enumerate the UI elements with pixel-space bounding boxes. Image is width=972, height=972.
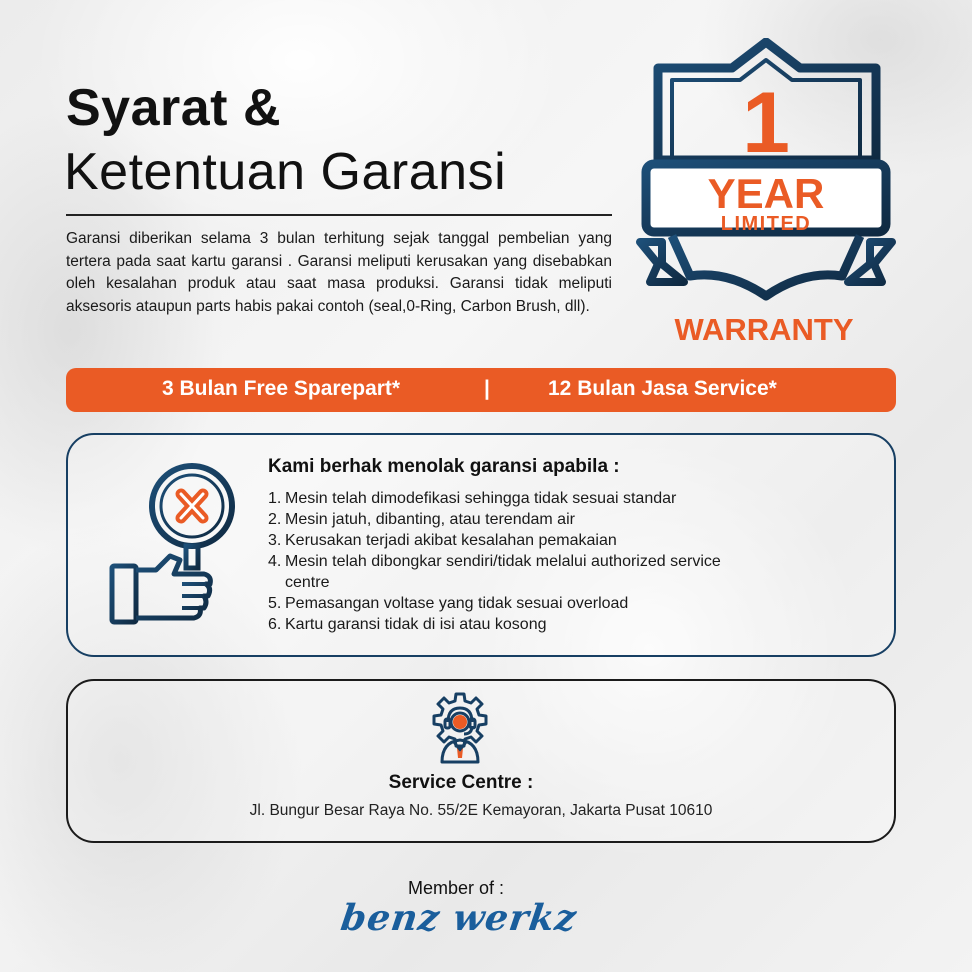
banner-separator: | bbox=[484, 377, 490, 400]
rejection-list bbox=[268, 488, 768, 635]
title-divider bbox=[66, 214, 612, 216]
list-item: 1. Mesin telah dimodefikasi sehingga tidak sesuai standar bbox=[268, 490, 677, 507]
page-title-line2: Ketentuan Garansi bbox=[64, 143, 507, 201]
badge-year: YEAR bbox=[707, 170, 825, 217]
member-label: Member of : bbox=[407, 878, 505, 898]
rejection-heading: Kami berhak menolak garansi apabila : bbox=[268, 456, 620, 477]
badge-limited: LIMITED bbox=[720, 213, 812, 235]
page-title-line1: Syarat & bbox=[66, 79, 281, 137]
list-item: 3. Kerusakan terjadi akibat kesalahan pemakaian bbox=[268, 532, 617, 549]
banner-service: 12 Bulan Jasa Service* bbox=[548, 377, 777, 400]
list-item: 6. Kartu garansi tidak di isi atau kosong bbox=[268, 616, 547, 633]
intro-paragraph: Garansi diberikan selama 3 bulan terhitung sejak tanggal pembelian yang tertera pada saat kartu garansi . Garansi meliputi kerusakan yang disebabkan oleh kesalahan produk atau saat masa produksi. Garansi tidak meliputi aksesoris ataupun parts habis pakai contoh (seal,0-Ring, Carbon Brush, dll). bbox=[66, 230, 612, 315]
warranty-badge bbox=[628, 38, 904, 348]
service-centre-address: Jl. Bungur Besar Raya No. 55/2E Kemayoran, Jakarta Pusat 10610 bbox=[249, 802, 713, 819]
list-item: 2. Mesin jatuh, dibanting, atau terendam air bbox=[268, 511, 575, 528]
gear-support-agent-icon bbox=[426, 692, 494, 764]
magnifier-x-hand-icon bbox=[108, 462, 248, 632]
list-item: 5. Pemasangan voltase yang tidak sesuai overload bbox=[268, 595, 629, 612]
badge-warranty: WARRANTY bbox=[674, 312, 854, 347]
benz-werkz-logo bbox=[300, 896, 616, 940]
brand-name: benz werkz bbox=[338, 896, 580, 939]
service-centre-title: Service Centre : bbox=[388, 772, 534, 793]
banner-sparepart: 3 Bulan Free Sparepart* bbox=[162, 377, 401, 400]
list-item: 4. Mesin telah dibongkar sendiri/tidak melalui authorized service centre bbox=[268, 553, 721, 591]
offer-banner bbox=[66, 368, 896, 412]
badge-number: 1 bbox=[742, 75, 790, 171]
